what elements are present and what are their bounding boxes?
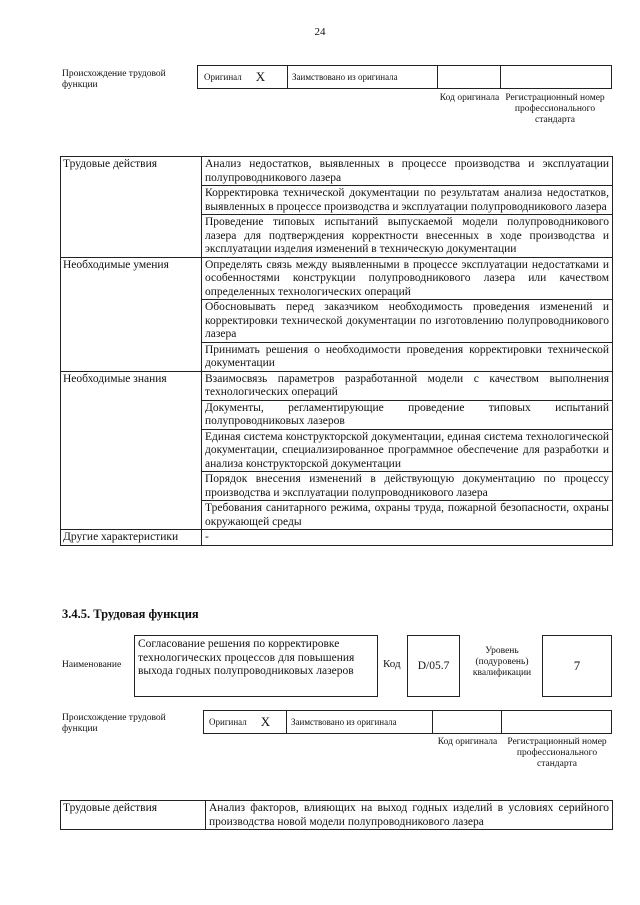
row-group-label: Трудовые действия — [61, 801, 206, 830]
origin-reg-caption: Регистрационный номер профессионального стандарта — [505, 93, 605, 125]
table-row — [61, 371, 613, 400]
borrowed-cell: Заимствовано из оригинала — [288, 66, 438, 88]
row-item: Порядок внесения изменений в действующую документацию по процессу производства и эксплуатации полупроводникового лазера — [202, 472, 613, 501]
original-cell — [198, 66, 288, 88]
row-item: - — [202, 530, 613, 546]
origin-label: Происхождение трудовой функции — [62, 69, 166, 90]
row-item: Единая система конструкторской документации, единая система технологической документации, специализированное программное обеспечение для разработки и анализа конструкторской документации — [202, 429, 613, 472]
origin-label-2: Происхождение трудовой функции — [62, 713, 166, 734]
row-item: Документы, регламентирующие проведение типовых испытаний полупроводниковых лазеров — [202, 400, 613, 429]
table-row — [61, 257, 613, 300]
original-label: Оригинал — [204, 72, 242, 82]
code-label: Код — [383, 658, 401, 670]
table-row — [61, 801, 613, 830]
origin-box-2 — [203, 710, 612, 734]
origin-code-caption: Код оригинала — [439, 93, 500, 103]
row-group-label: Необходимые умения — [61, 257, 202, 371]
origin-code-caption-2: Код оригинала — [437, 737, 498, 747]
row-item: Определять связь между выявленными в процессе эксплуатации недостатками и особенностями конструкции полупроводникового лазера или качеством определенных технологических операций — [202, 257, 613, 300]
origin-code-cell — [438, 66, 501, 88]
section-heading: 3.4.5. Трудовая функция — [62, 607, 199, 621]
origin-reg-cell-2 — [502, 711, 611, 733]
row-item: Обосновывать перед заказчиком необходимость проведения изменений и корректировки технической документации по изготовлению полупроводникового лазера — [202, 300, 613, 343]
row-group-label: Необходимые знания — [61, 371, 202, 530]
original-label-2: Оригинал — [209, 717, 247, 727]
row-group-label: Трудовые действия — [61, 157, 202, 258]
row-item: Анализ недостатков, выявленных в процессе производства и эксплуатации полупроводникового лазера — [202, 157, 613, 186]
function-name: Согласование решения по корректировке технологических процессов для повышения выхода годных полупроводниковых лазеров — [134, 635, 378, 697]
row-group-label: Другие характеристики — [61, 530, 202, 546]
origin-code-cell-2 — [433, 711, 502, 733]
table-row — [61, 157, 613, 186]
row-item: Требования санитарного режима, охраны труда, пожарной безопасности, охраны окружающей среды — [202, 501, 613, 530]
original-cell-2 — [204, 711, 287, 733]
original-mark: X — [255, 69, 266, 84]
table-row — [61, 530, 613, 546]
row-item: Корректировка технической документации по результатам анализа недостатков, выявленных в процессе производства и эксплуатации полупроводникового лазера — [202, 186, 613, 215]
name-label: Наименование — [62, 660, 122, 670]
level-label: Уровень (подуровень) квалификации — [472, 646, 532, 678]
borrowed-cell-2: Заимствовано из оригинала — [287, 711, 433, 733]
origin-reg-caption-2: Регистрационный номер профессионального стандарта — [507, 737, 607, 769]
origin-box — [197, 65, 612, 89]
function-table — [60, 156, 613, 546]
row-item: Принимать решения о необходимости проведения корректировки технической документации — [202, 342, 613, 371]
original-mark-2: X — [260, 714, 271, 729]
qualification-level: 7 — [542, 635, 612, 697]
row-item: Взаимосвязь параметров разработанной модели с качеством выполнения технологических операций — [202, 371, 613, 400]
origin-reg-cell — [501, 66, 611, 88]
function-code: D/05.7 — [407, 635, 460, 697]
function-table-2 — [60, 800, 613, 830]
row-item: Проведение типовых испытаний выпускаемой модели полупроводникового лазера для подтверждения корректности внесенных в ходе производства и эксплуатации изделия изменений в техническую документации — [202, 215, 613, 258]
row-item: Анализ факторов, влияющих на выход годных изделий в условиях серийного производства новой модели полупроводникового лазера — [206, 801, 613, 830]
page-number: 24 — [314, 26, 326, 38]
